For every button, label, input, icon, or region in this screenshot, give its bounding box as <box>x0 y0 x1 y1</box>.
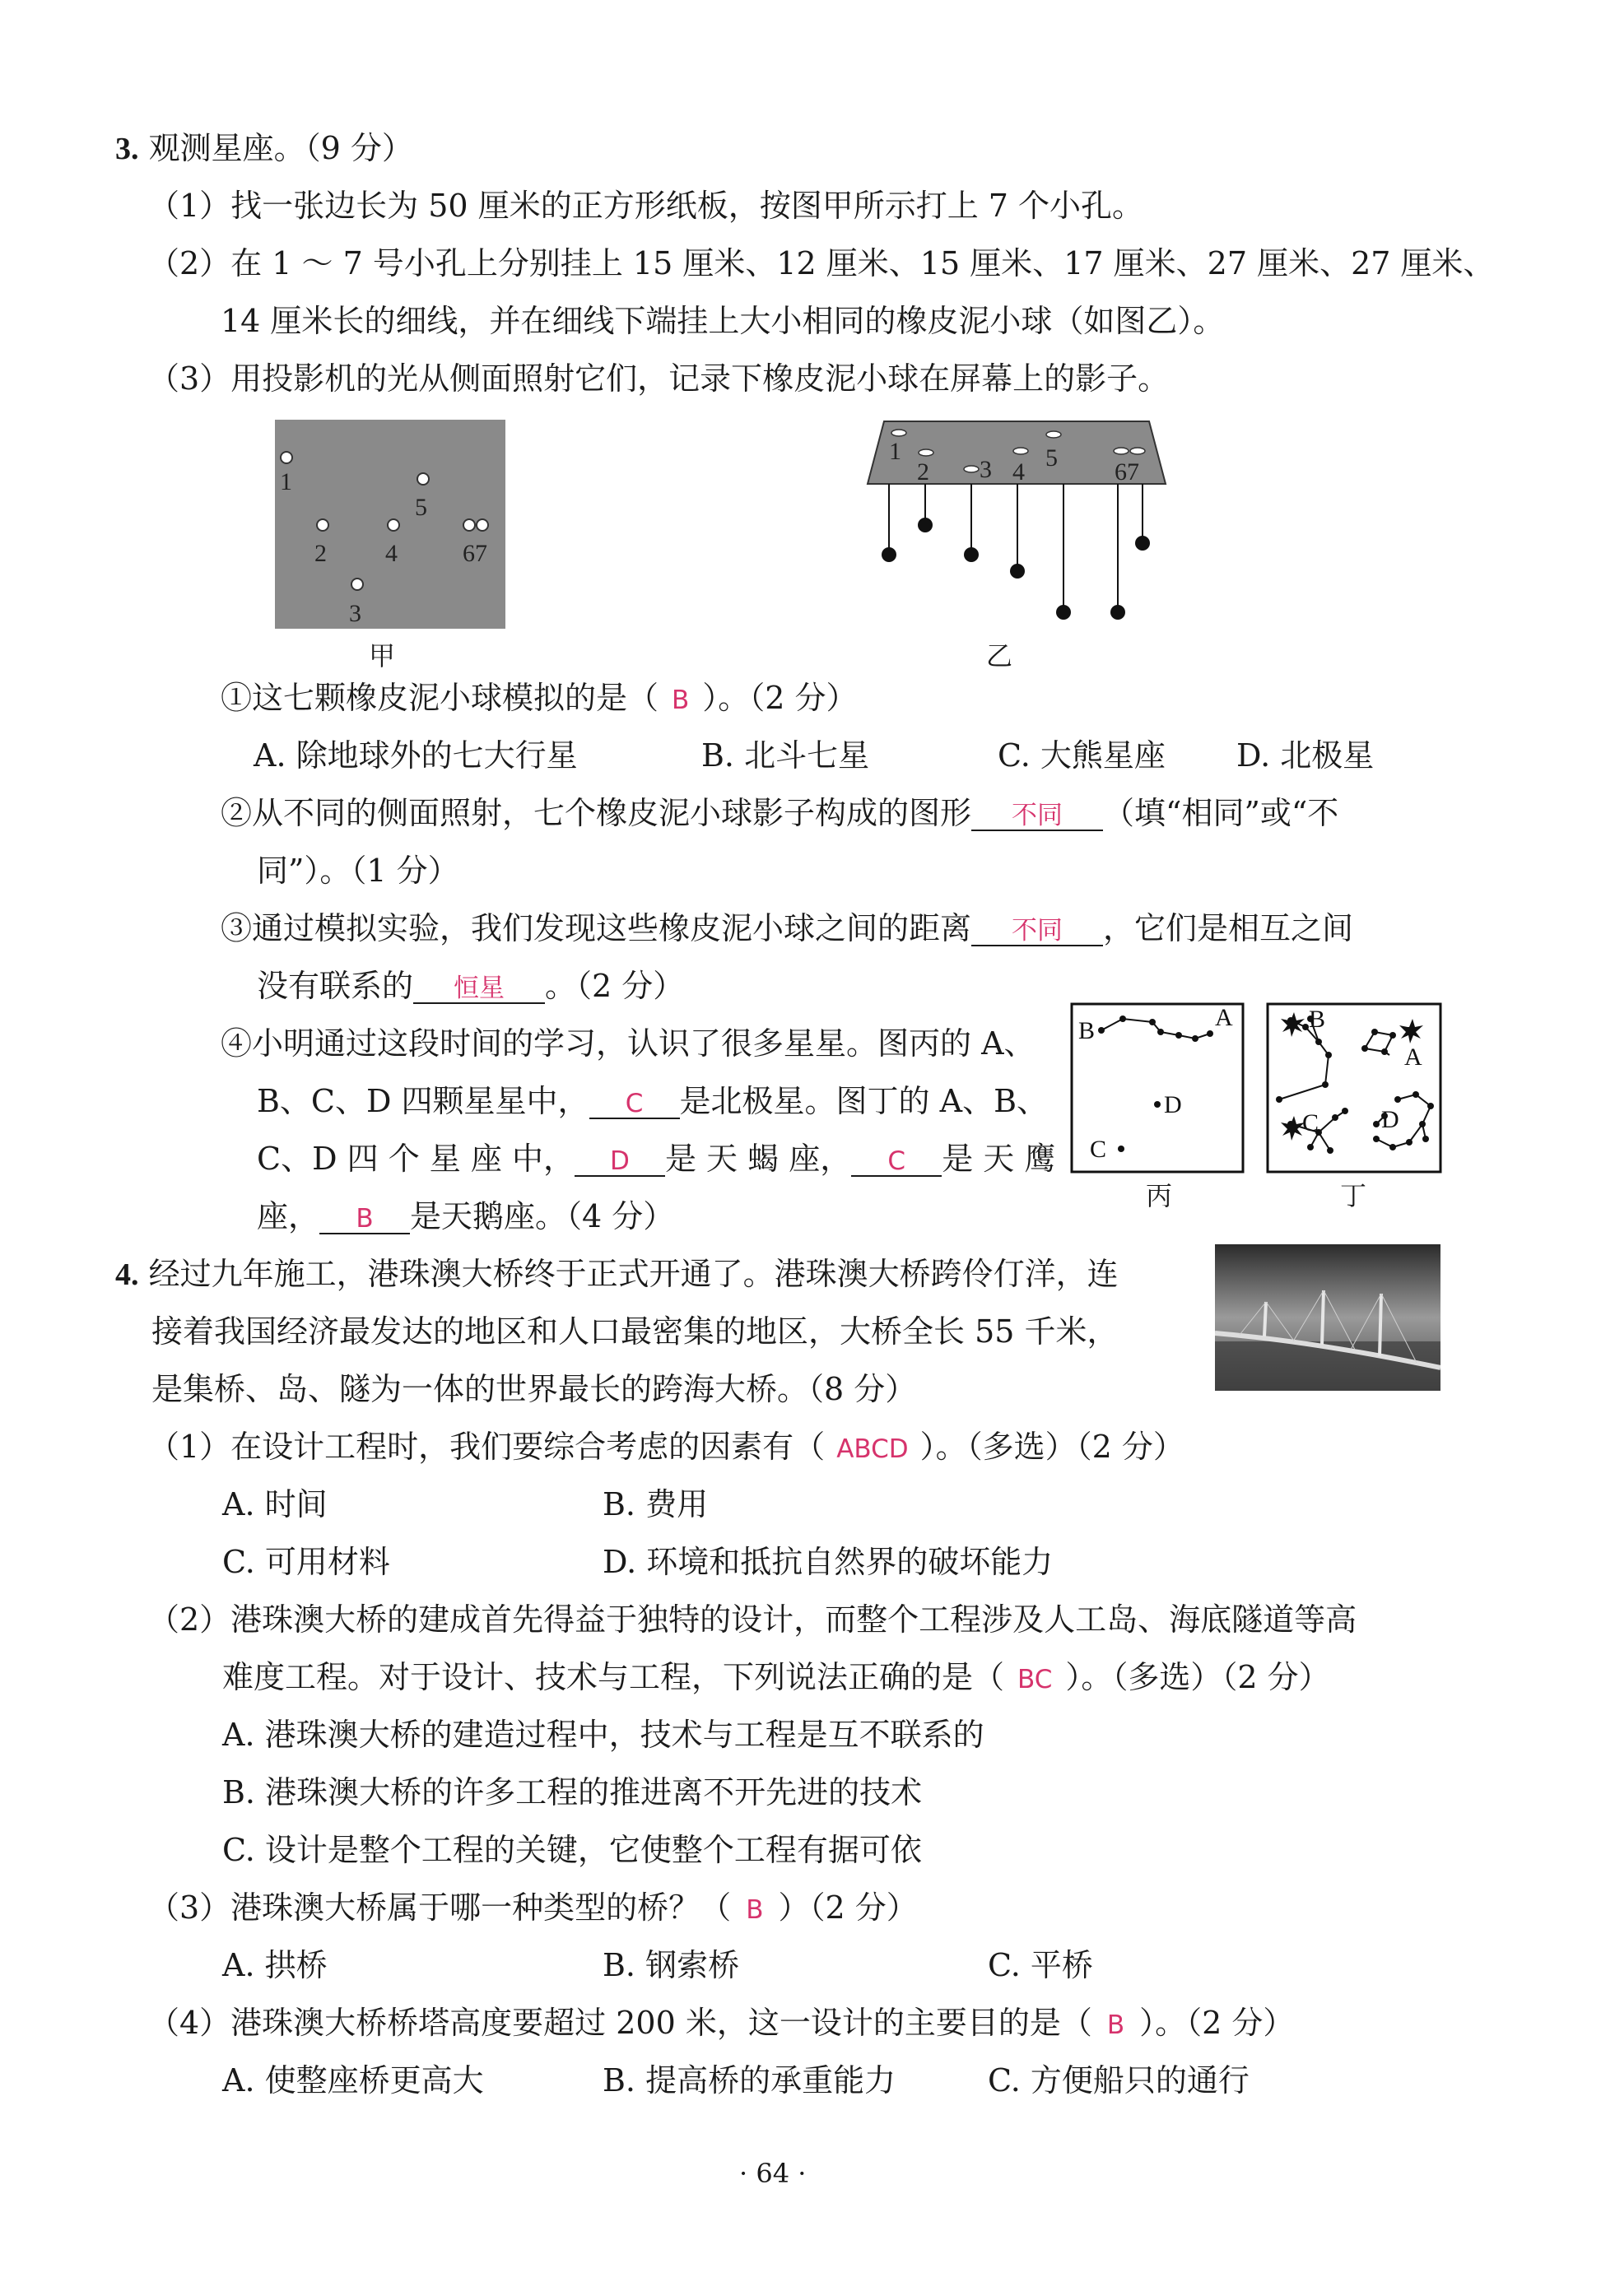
q4-s3-points: ）（2 分） <box>778 1889 918 1926</box>
answer-q4-s2[interactable]: BC <box>1017 1665 1053 1694</box>
hole-4 <box>1013 448 1028 454</box>
blank-q3-sub3-2[interactable] <box>413 969 545 1004</box>
answer-q3-sub4-2: D <box>610 1146 630 1176</box>
q4-intro-text: 经过九年施工，港珠澳大桥终于正式开通了。港珠澳大桥跨伶仃洋，连 <box>148 1256 1119 1292</box>
hole-2 <box>317 519 328 531</box>
q3-sub4-text: 是 天 蝎 座， <box>664 1141 852 1177</box>
q4-s1-points: ）。（多选）（2 分） <box>919 1429 1184 1465</box>
hole-1 <box>281 452 292 463</box>
constellation-label: A <box>1404 1043 1422 1071</box>
answer-q4-s4[interactable]: B <box>1106 2010 1125 2040</box>
clay-balls <box>882 518 1150 620</box>
hole-label: 1 <box>889 438 901 465</box>
q3-title-text: 观测星座。（9 分） <box>148 130 413 166</box>
figure-yi <box>856 418 1177 632</box>
q3-sub4-line1: ④小明通过这段时间的学习，认识了很多星星。图丙的 A、 <box>221 1025 1036 1062</box>
option-c: C. 方便船只的通行 <box>988 2062 1250 2098</box>
q3-sub3-points: 。（2 分） <box>545 968 685 1004</box>
q4-s2-points: ）。（多选）（2 分） <box>1065 1659 1330 1695</box>
hole-label: 5 <box>415 494 427 521</box>
star-label: B <box>1078 1017 1096 1044</box>
q3-sub4-points: 是天鹅座。（4 分） <box>410 1198 675 1234</box>
hole-label: 2 <box>917 458 929 486</box>
strings <box>889 484 1143 612</box>
option-a: A. 时间 <box>222 1486 328 1522</box>
q3-sub2-hint: （填“相同”或“不 <box>1103 795 1339 831</box>
figure-bing-caption: 丙 <box>1146 1180 1173 1211</box>
q4-s1 <box>148 1428 1184 1468</box>
answer-q3-sub4-4: B <box>356 1204 374 1234</box>
hole-label: 3 <box>980 456 992 483</box>
hole-6 <box>1114 448 1129 454</box>
blank-q3-sub2[interactable] <box>971 797 1103 831</box>
hole-5 <box>417 473 429 485</box>
q4-s2-stem: 难度工程。对于设计、技术与工程，下列说法正确的是（ <box>222 1659 1005 1695</box>
answer-q4-s3[interactable]: B <box>746 1895 764 1925</box>
hole-label: 1 <box>280 468 292 495</box>
hole-label: 5 <box>1045 444 1058 472</box>
answer-q3-sub3-1: 不同 <box>1012 916 1063 946</box>
constellation-label: D <box>1381 1106 1399 1133</box>
option-d: D. 北极星 <box>1236 737 1375 774</box>
answer-q3-sub4-1: C <box>625 1089 644 1118</box>
q4-s2-line1: （2）港珠澳大桥的建成首先得益于独特的设计，而整个工程涉及人工岛、海底隧道等高 <box>148 1601 1357 1638</box>
option-a: A. 除地球外的七大行星 <box>254 737 578 774</box>
q4-s1-stem: （1）在设计工程时，我们要综合考虑的因素有（ <box>148 1429 826 1465</box>
q4-s3 <box>148 1889 918 1929</box>
q3-sub1-stem: ①这七颗橡皮泥小球模拟的是（ <box>221 680 659 716</box>
figure-ding <box>1266 1002 1442 1174</box>
q3-step2-line2: 14 厘米长的细线，并在细线下端挂上大小相同的橡皮泥小球（如图乙）。 <box>221 303 1225 339</box>
page-number: · 64 · <box>739 2158 807 2189</box>
q3-sub2-line2: 同”）。（1 分） <box>257 853 459 889</box>
figure-ding-caption: 丁 <box>1340 1180 1367 1211</box>
option-c: C. 大熊星座 <box>998 737 1166 774</box>
hole-label: 67 <box>463 540 487 567</box>
option-c: C. 可用材料 <box>222 1544 390 1580</box>
answer-q3-sub3-2: 恒星 <box>454 974 505 1003</box>
blank-q3-sub4-3[interactable] <box>851 1142 942 1177</box>
q3-sub4-line3 <box>257 1140 1055 1178</box>
q4-s4-stem: （4）港珠澳大桥桥塔高度要超过 200 米，这一设计的主要目的是（ <box>148 2005 1092 2041</box>
option-b: B. 提高桥的承重能力 <box>603 2062 896 2098</box>
q3-sub3-cont: ，它们是相互之间 <box>1103 910 1354 946</box>
option-d: D. 环境和抵抗自然界的破坏能力 <box>603 1544 1054 1580</box>
star-c <box>1118 1146 1124 1152</box>
hole-label: 2 <box>314 540 327 567</box>
hole-2 <box>919 449 933 456</box>
option-b: B. 钢索桥 <box>603 1947 740 1983</box>
option-b: B. 港珠澳大桥的许多工程的推进离不开先进的技术 <box>222 1774 923 1810</box>
q4-intro-line2: 接着我国经济最发达的地区和人口最密集的地区，大桥全长 55 千米， <box>151 1313 1119 1350</box>
answer-q3-sub1[interactable]: B <box>672 686 690 715</box>
hole-3 <box>351 579 363 590</box>
constellation-label: B <box>1309 1006 1326 1033</box>
q4-s3-stem: （3）港珠澳大桥属于哪一种类型的桥？（ <box>148 1889 732 1926</box>
q3-sub1 <box>221 679 858 719</box>
q4-s4-points: ）。（2 分） <box>1139 2005 1295 2041</box>
hole-7 <box>1130 448 1145 454</box>
constellation-label: C <box>1302 1109 1319 1136</box>
q4-s4 <box>148 2004 1294 2044</box>
q4-intro-line1 <box>115 1255 1119 1294</box>
figure-jia-caption: 甲 <box>369 640 396 672</box>
q4-number: 4. <box>115 1257 139 1292</box>
hole-label: 4 <box>385 540 398 567</box>
q4-s2-line2 <box>222 1658 1330 1699</box>
bridge-photo <box>1215 1244 1440 1391</box>
option-a: A. 拱桥 <box>222 1947 328 1983</box>
hole-6 <box>463 519 475 531</box>
star-label: C <box>1090 1136 1107 1163</box>
q3-sub4-text: 是北极星。图丁的 A、B、 <box>679 1083 1048 1119</box>
blank-q3-sub4-4[interactable] <box>319 1200 410 1234</box>
answer-q3-sub4-3: C <box>887 1146 906 1176</box>
q3-title <box>115 129 413 168</box>
q3-sub4-text: C、D 四 个 星 座 中， <box>257 1141 575 1177</box>
blank-q3-sub4-2[interactable] <box>575 1142 665 1177</box>
figure-yi-caption: 乙 <box>986 640 1013 672</box>
answer-q4-s1[interactable]: ABCD <box>836 1434 909 1464</box>
q3-sub3-line2 <box>257 967 684 1005</box>
q3-sub4-line2 <box>257 1082 1048 1120</box>
option-b: B. 费用 <box>603 1486 709 1522</box>
q4-intro-line3: 是集桥、岛、隧为一体的世界最长的跨海大桥。（8 分） <box>151 1371 917 1407</box>
q3-sub4-text: 是 天 鹰 <box>942 1141 1056 1177</box>
q3-step3: （3）用投影机的光从侧面照射它们，记录下橡皮泥小球在屏幕上的影子。 <box>148 360 1170 397</box>
star-label: A <box>1215 1004 1233 1031</box>
hole-4 <box>388 519 399 531</box>
q3-sub3-stem: ③通过模拟实验，我们发现这些橡皮泥小球之间的距离 <box>221 910 972 946</box>
q3-sub4-text: 座， <box>257 1198 320 1234</box>
option-b: B. 北斗七星 <box>701 737 870 774</box>
hole-3 <box>964 466 979 472</box>
option-c: C. 设计是整个工程的关键，它使整个工程有据可依 <box>222 1832 922 1868</box>
q3-sub3 <box>221 909 1353 947</box>
blank-q3-sub3-1[interactable] <box>971 912 1103 946</box>
q3-sub3-line2-text: 没有联系的 <box>257 968 414 1004</box>
q3-sub2-stem: ②从不同的侧面照射，七个橡皮泥小球影子构成的图形 <box>221 795 972 831</box>
hole-label: 67 <box>1115 458 1139 486</box>
q3-number: 3. <box>115 132 139 166</box>
q3-sub4-text: B、C、D 四颗星星中， <box>257 1083 589 1119</box>
hole-5 <box>1046 431 1061 438</box>
option-a: A. 使整座桥更高大 <box>222 2062 484 2098</box>
star-d <box>1154 1101 1161 1108</box>
hole-label: 4 <box>1012 458 1025 486</box>
hole-7 <box>477 519 488 531</box>
option-a: A. 港珠澳大桥的建造过程中，技术与工程是互不联系的 <box>222 1717 984 1753</box>
q3-step1: （1）找一张边长为 50 厘米的正方形纸板，按图甲所示打上 7 个小孔。 <box>148 188 1144 224</box>
star-label: D <box>1164 1091 1182 1118</box>
hole-1 <box>891 430 906 436</box>
figure-jia <box>275 420 505 629</box>
answer-q3-sub2: 不同 <box>1012 801 1063 830</box>
q3-sub2 <box>221 794 1338 832</box>
q3-step2-line1: （2）在 1 ～ 7 号小孔上分别挂上 15 厘米、12 厘米、15 厘米、17 厘米、27 厘米、27 厘米、 <box>148 245 1495 281</box>
figure-bing <box>1070 1002 1245 1174</box>
q3-sub1-points: ）。（2 分） <box>702 680 858 716</box>
blank-q3-sub4-1[interactable] <box>589 1085 680 1119</box>
option-c: C. 平桥 <box>988 1947 1093 1983</box>
hole-label: 3 <box>349 600 361 627</box>
q3-sub4-line4 <box>257 1197 674 1235</box>
